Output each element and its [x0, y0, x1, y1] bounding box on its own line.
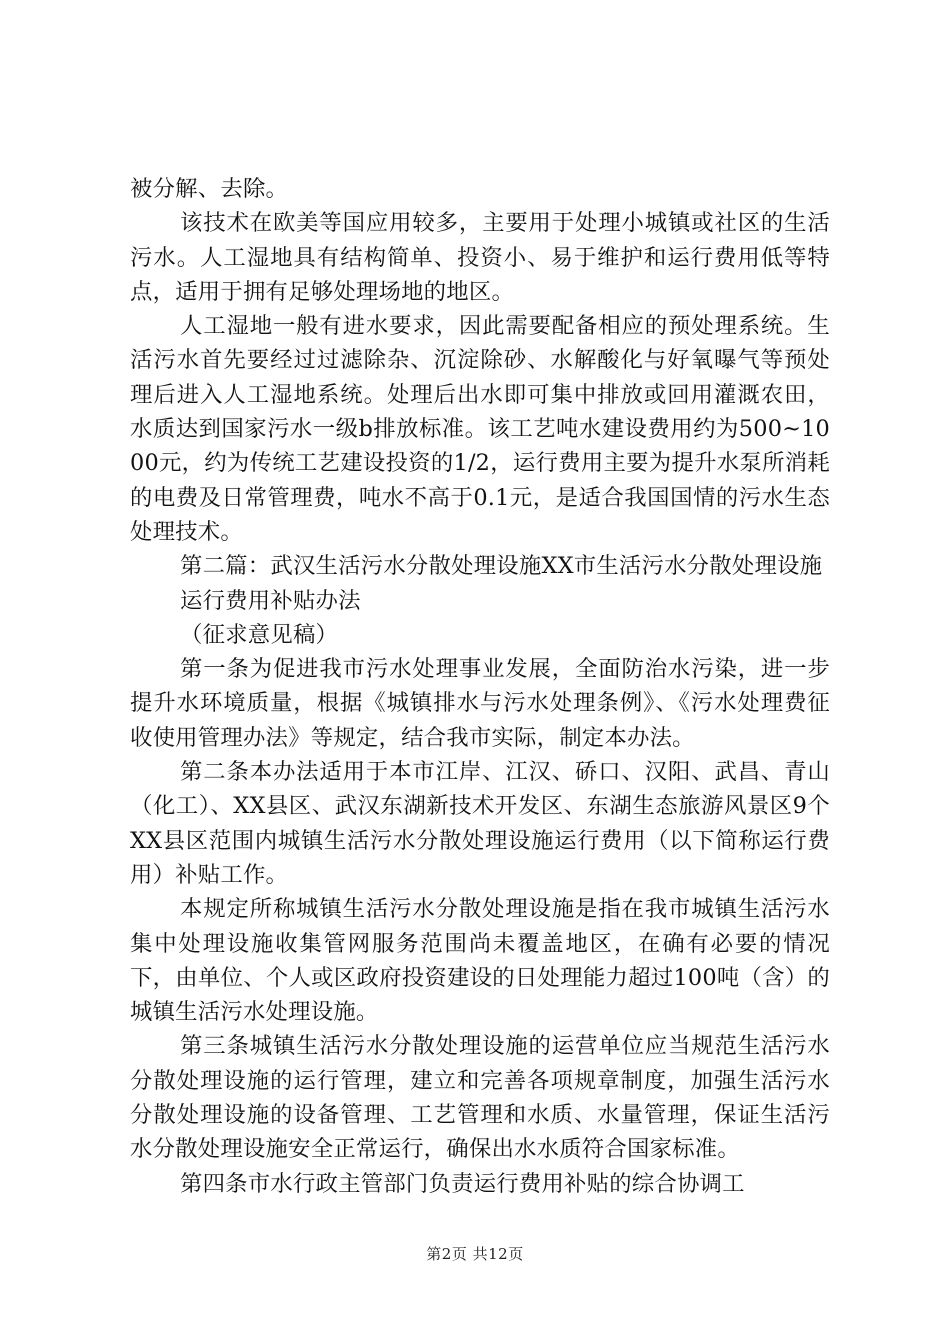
article-4: 第四条市水行政主管部门负责运行费用补贴的综合协调工 — [180, 1170, 745, 1197]
paragraph-continuation: 被分解、去除。 — [130, 176, 289, 202]
document-body — [130, 172, 830, 1201]
document-subtitle: 运行费用补贴办法 — [180, 587, 361, 614]
draft-label: （征求意见稿） — [180, 621, 339, 648]
page-footer: 第2页 共12页 — [426, 1245, 524, 1263]
section-heading: 第二篇：武汉生活污水分散处理设施XX市生活污水分散处理设施 — [180, 553, 823, 580]
article-2-definition: 本规定所称城镇生活污水分散处理设施是指在我市城镇生活污水集中处理设施收集管网服务范围尚未覆盖地区，在确有必要的情况下，由单位、个人或区政府投资建设的日处理能力超过100吨（含）的城镇生活污水处理设施。 — [130, 896, 830, 1026]
article-1: 第一条为促进我市污水处理事业发展，全面防治水污染，进一步提升水环境质量，根据《城镇排水与污水处理条例》、《污水处理费征收使用管理办法》等规定，结合我市实际，制定本办法。 — [130, 656, 830, 751]
paragraph-wetland-pretreatment: 人工湿地一般有进水要求，因此需要配备相应的预处理系统。生活污水首先要经过过滤除杂、沉淀除砂、水解酸化与好氧曝气等预处理后进入人工湿地系统。处理后出水即可集中排放或回用灌溉农田，水质达到国家污水一级b排放标准。该工艺吨水建设费用约为500~1000元，约为传统工艺建设投资的1/2，运行费用主要为提升水泵所消耗的电费及日常管理费，吨水不高于0.1元，是适合我国国情的污水生态处理技术。 — [130, 313, 830, 545]
article-2: 第二条本办法适用于本市江岸、江汉、硚口、汉阳、武昌、青山（化工）、XX县区、武汉东湖新技术开发区、东湖生态旅游风景区9个XX县区范围内城镇生活污水分散处理设施运行费用（以下简称运行费用）补贴工作。 — [130, 759, 830, 888]
paragraph-wetland-application: 该技术在欧美等国应用较多，主要用于处理小城镇或社区的生活污水。人工湿地具有结构简单、投资小、易于维护和运行费用低等特点，适用于拥有足够处理场地的地区。 — [130, 210, 830, 305]
article-3: 第三条城镇生活污水分散处理设施的运营单位应当规范生活污水分散处理设施的运行管理，建立和完善各项规章制度，加强生活污水分散处理设施的设备管理、工艺管理和水质、水量管理，保证生活污水分散处理设施安全正常运行，确保出水水质符合国家标准。 — [130, 1033, 830, 1163]
